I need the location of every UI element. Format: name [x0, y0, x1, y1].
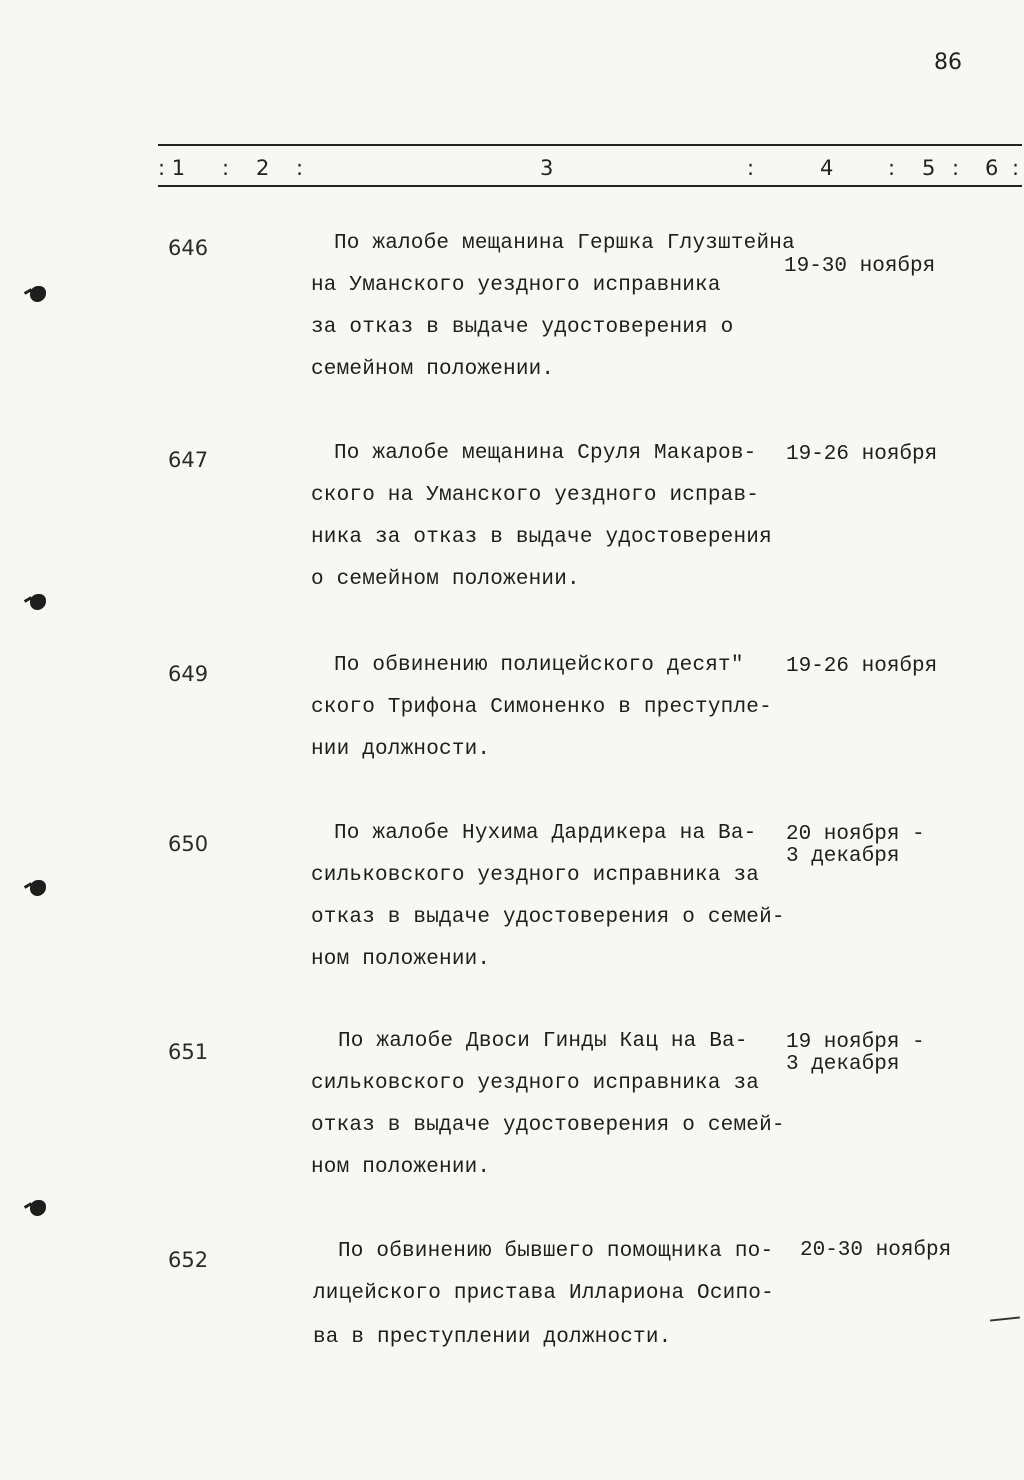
entry-number: 647 — [168, 448, 209, 472]
entry-line: ского на Уманского уездного исправ- — [311, 484, 760, 507]
entry-number: 649 — [168, 662, 209, 686]
column-header-sep: : — [747, 156, 755, 180]
entry-number: 646 — [168, 236, 209, 260]
entry-line: ника за отказ в выдаче удостоверения — [311, 526, 772, 549]
punch-hole-mark — [30, 286, 46, 302]
entry-line: ном положении. — [311, 948, 491, 971]
entry-line: отказ в выдаче удостоверения о семей- — [311, 906, 785, 929]
column-header-sep: : — [296, 156, 304, 180]
entry-line: на Уманского уездного исправника — [311, 274, 721, 297]
column-header-sep: : — [888, 156, 896, 180]
entry-number: 651 — [168, 1040, 209, 1064]
entry-number: 652 — [168, 1248, 209, 1272]
entry-date: 19-26 ноября — [786, 443, 938, 466]
entry-date: 20 ноября - 3 декабря — [786, 823, 925, 868]
column-header-sep: : — [952, 156, 960, 180]
entry-line: По обвинению бывшего помощника по- — [338, 1240, 774, 1263]
entry-line: о семейном положении. — [311, 568, 580, 591]
entry-line: ном положении. — [311, 1156, 491, 1179]
entry-number: 650 — [168, 832, 209, 856]
entry-date: 19-26 ноября — [786, 655, 938, 678]
entry-line: ва в преступлении должности. — [313, 1326, 672, 1349]
entry-line: семейном положении. — [311, 358, 555, 381]
column-header-label: 6 — [985, 156, 999, 180]
column-header-sep: : — [222, 156, 230, 180]
entry-line: По жалобе Двоси Гинды Кац на Ва- — [338, 1030, 748, 1053]
column-header-label: 4 — [820, 156, 834, 180]
entry-line: нии должности. — [311, 738, 491, 761]
entry-date: 19 ноября - 3 декабря — [786, 1031, 925, 1076]
punch-hole-mark — [30, 880, 46, 896]
entry-line: сильковского уездного исправника за — [311, 1072, 760, 1095]
page-number: 86 — [934, 50, 962, 75]
entry-line: По обвинению полицейского десят" — [334, 654, 744, 677]
header-rule-bottom — [158, 185, 1022, 187]
entry-line: По жалобе мещанина Сруля Макаров- — [334, 442, 757, 465]
punch-hole-mark — [30, 1200, 46, 1216]
edge-mark — [990, 1316, 1020, 1321]
entry-line: По жалобе мещанина Гершка Глузштейна — [334, 232, 795, 255]
entry-line: сильковского уездного исправника за — [311, 864, 760, 887]
header-rule-top — [158, 144, 1022, 146]
entry-line: ского Трифона Симоненко в преступле- — [311, 696, 772, 719]
entry-line: лицейского пристава Иллариона Осипо- — [313, 1282, 774, 1305]
entry-date: 19-30 ноября — [784, 255, 936, 278]
column-header-sep: : — [1012, 156, 1020, 180]
column-header-label: 2 — [256, 156, 270, 180]
column-header-label: 3 — [540, 156, 554, 180]
column-header-label: 5 — [922, 156, 936, 180]
entry-date: 20-30 ноября — [800, 1239, 952, 1262]
column-header-sep: : 1 — [158, 156, 186, 180]
punch-hole-mark — [30, 594, 46, 610]
entry-line: отказ в выдаче удостоверения о семей- — [311, 1114, 785, 1137]
entry-line: за отказ в выдаче удостоверения о — [311, 316, 734, 339]
entry-line: По жалобе Нухима Дардикера на Ва- — [334, 822, 757, 845]
